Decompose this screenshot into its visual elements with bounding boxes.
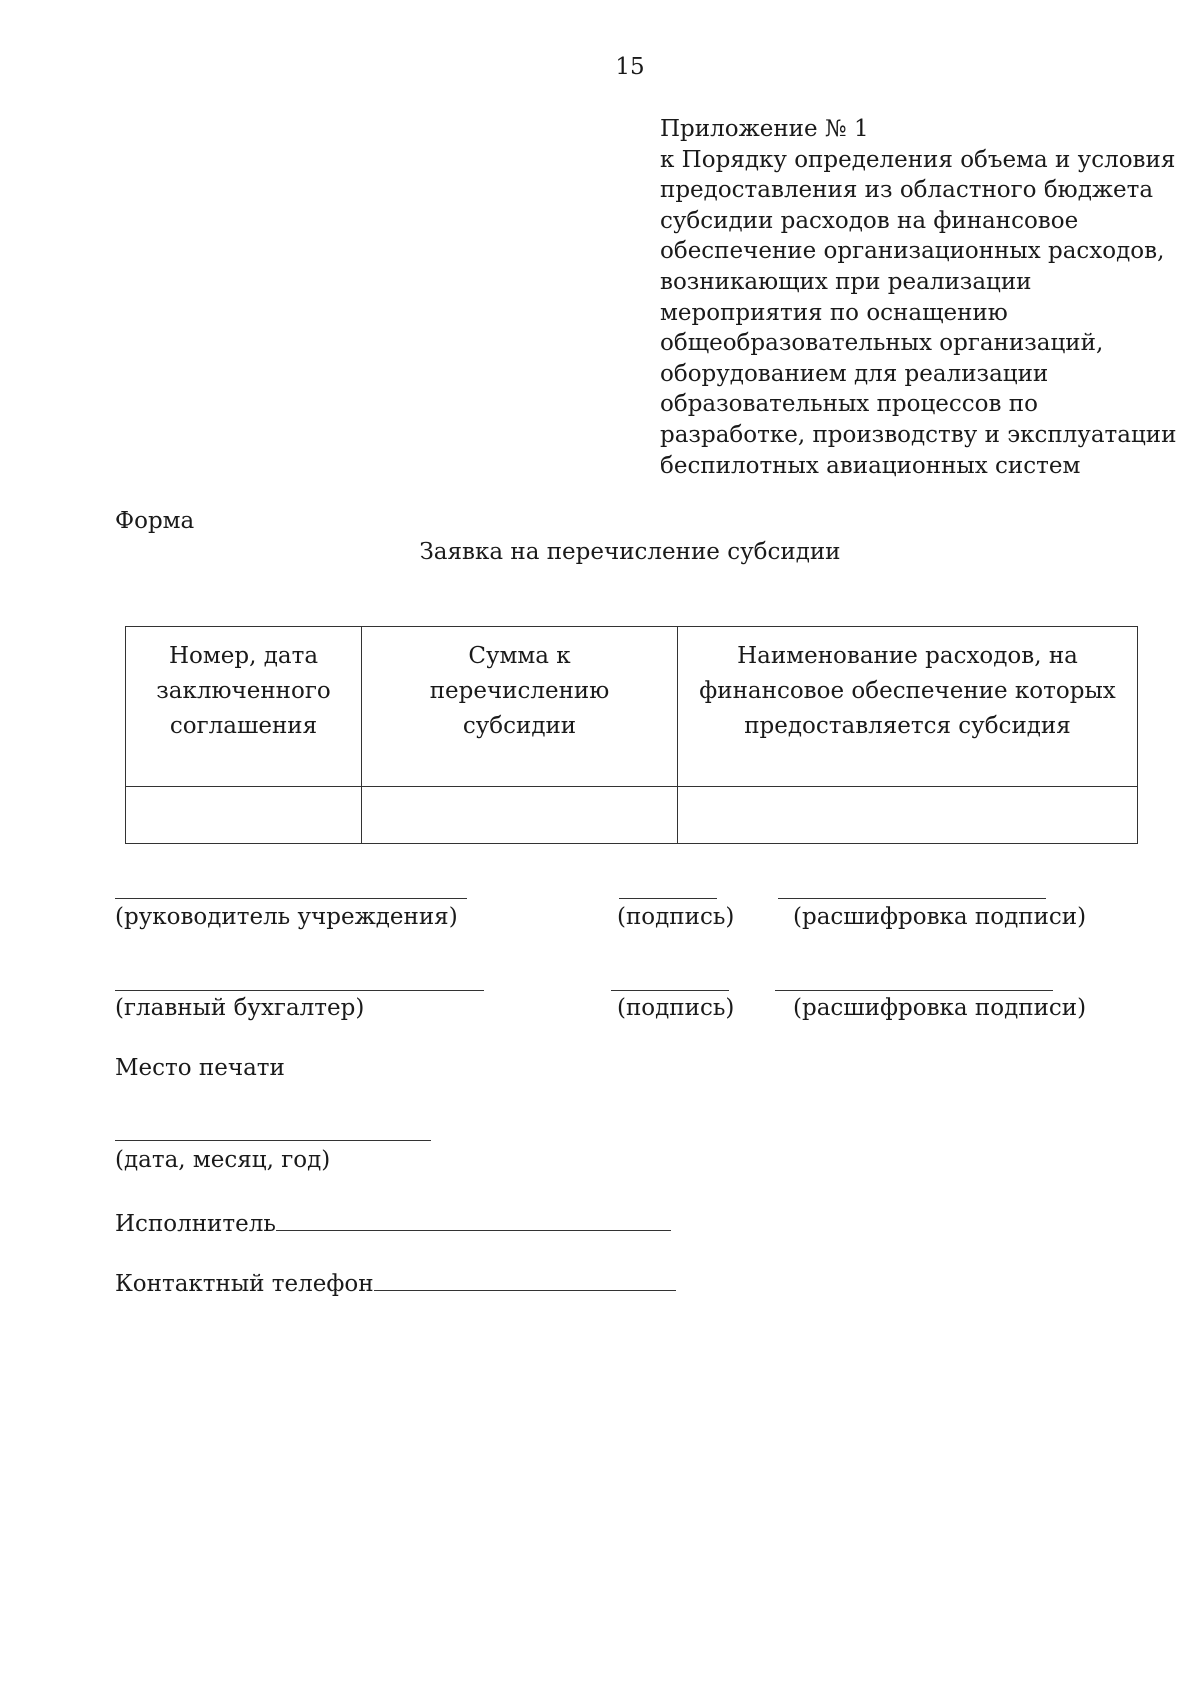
- cell-expense-name[interactable]: [678, 787, 1138, 844]
- phone-label: Контактный телефон: [115, 1271, 374, 1297]
- date-line[interactable]: [115, 1140, 431, 1141]
- accountant-signature-line[interactable]: [611, 990, 729, 991]
- head-signature-caption: (подпись): [617, 904, 735, 930]
- header-expense-name-text: Наименование расходов, на финансовое обеспечение которых предоставляется субсидия: [699, 643, 1116, 739]
- page-number: 15: [615, 54, 645, 80]
- head-role-caption: (руководитель учреждения): [115, 904, 458, 930]
- table-row: [126, 787, 1138, 844]
- header-agreement-number-date: [126, 627, 362, 787]
- phone-input-line[interactable]: [374, 1268, 676, 1291]
- accountant-decoding-caption: (расшифровка подписи): [793, 995, 1087, 1021]
- header-subsidy-amount: [362, 627, 678, 787]
- appendix-header: Приложение № 1 к Порядку определения объема и условия предоставления из областного бюджета субсидии расходов на финансовое обеспечение организационных расходов, возникающих при реализации мероприятия по оснащению общеобразовательных организаций, оборудованием для реализации образовательных процессов по разработке, производству и эксплуатации беспилотных авиационных систем: [660, 116, 1177, 479]
- stamp-place: Место печати: [115, 1055, 285, 1081]
- executor-row: [115, 1208, 671, 1237]
- head-decoding-caption: (расшифровка подписи): [793, 904, 1087, 930]
- head-name-line[interactable]: [115, 898, 467, 899]
- header-subsidy-amount-text: Сумма к перечислению субсидии: [429, 643, 610, 739]
- head-decoding-line[interactable]: [778, 898, 1046, 899]
- executor-input-line[interactable]: [276, 1208, 671, 1231]
- form-title: Заявка на перечисление субсидии: [419, 539, 841, 565]
- accountant-decoding-line[interactable]: [775, 990, 1053, 991]
- date-caption: (дата, месяц, год): [115, 1147, 331, 1173]
- cell-subsidy-amount[interactable]: [362, 787, 678, 844]
- subsidy-request-table: [125, 626, 1138, 844]
- form-label: Форма: [115, 508, 195, 534]
- header-expense-name: [678, 627, 1138, 787]
- cell-agreement-number-date[interactable]: [126, 787, 362, 844]
- phone-row: [115, 1268, 676, 1297]
- head-signature-line[interactable]: [619, 898, 717, 899]
- executor-label: Исполнитель: [115, 1211, 276, 1237]
- accountant-role-caption: (главный бухгалтер): [115, 995, 365, 1021]
- accountant-name-line[interactable]: [115, 990, 484, 991]
- accountant-signature-caption: (подпись): [617, 995, 735, 1021]
- header-agreement-number-date-text: Номер, дата заключенного соглашения: [156, 643, 331, 739]
- table-header-row: [126, 627, 1138, 787]
